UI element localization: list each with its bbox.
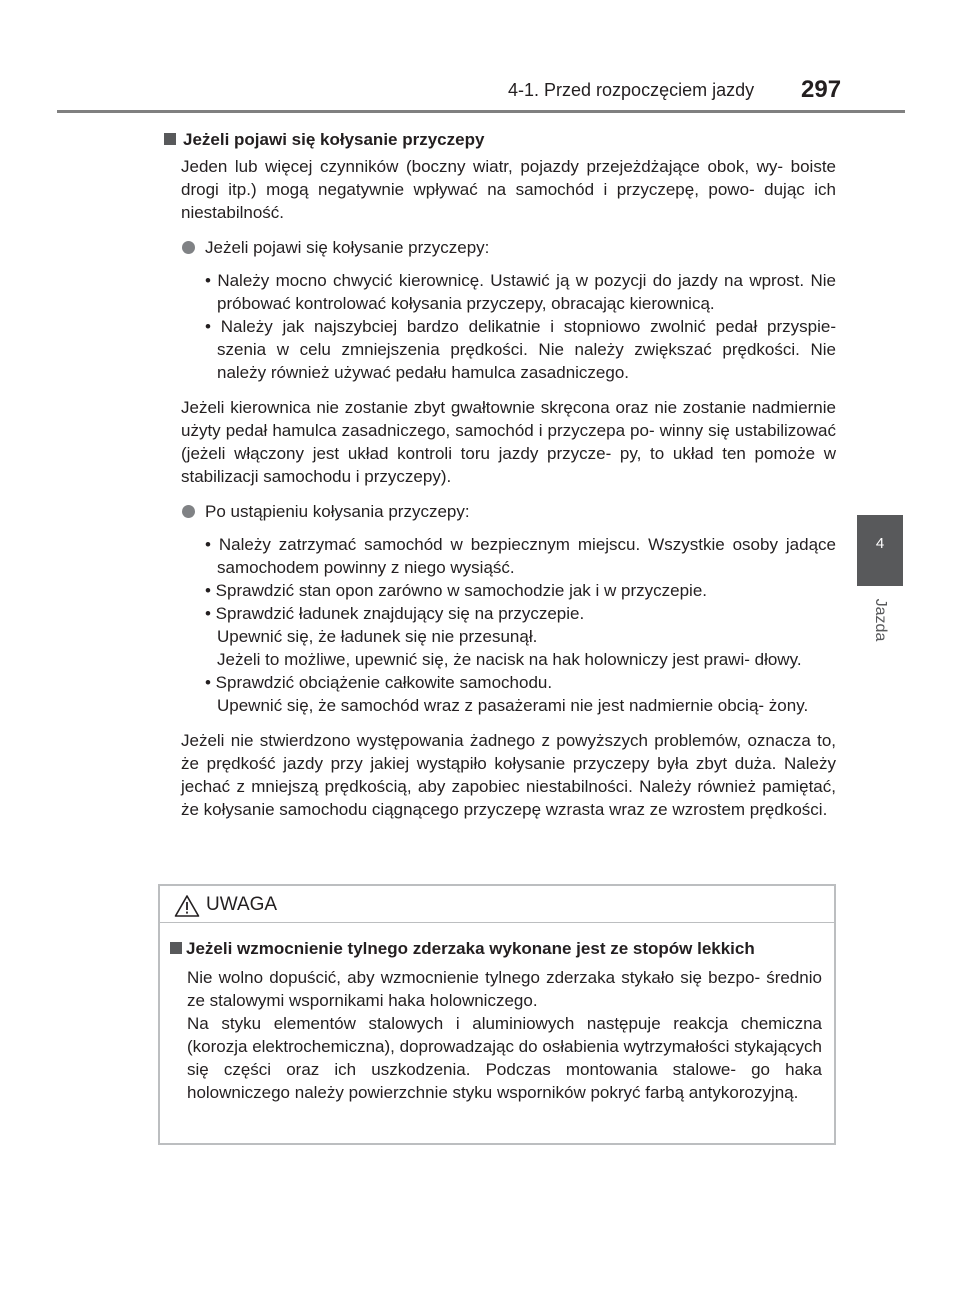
warning-text-1: Nie wolno dopuścić, aby wzmocnienie tylnego zderzaka stykało się bezpo- średnio ze stalowymi wspornikami haka holowniczego. [187, 968, 822, 1010]
bullet-heading-1 [181, 236, 836, 259]
square-bullet-icon [170, 942, 182, 954]
header-rule [57, 110, 905, 113]
list-item-continuation: Jeżeli to możliwe, upewnić się, że nacisk na hak holowniczy jest prawi- dłowy. [217, 650, 802, 669]
bullet-list-2 [205, 533, 836, 717]
bullet-heading-2 [181, 500, 836, 523]
section-heading-text: Jeżeli pojawi się kołysanie przyczepy [183, 130, 485, 149]
list-item-continuation: Upewnić się, że samochód wraz z pasażerami nie jest nadmiernie obcią- żony. [217, 696, 809, 715]
chapter-tab [857, 515, 903, 586]
warning-subheading-text: Jeżeli wzmocnienie tylnego zderzaka wykonane jest ze stopów lekkich [186, 939, 755, 958]
warning-header [160, 886, 834, 923]
main-content [164, 128, 836, 833]
list-item: • Należy mocno chwycić kierownicę. Ustawić ją w pozycji do jazdy na wprost. Nie próbować kontrolować kołysania przyczepy, obracając kierownicą. [205, 271, 836, 313]
warning-subheading [170, 937, 822, 960]
chapter-number: 4 [875, 535, 885, 552]
section-heading [164, 128, 836, 151]
intro-paragraph: Jeden lub więcej czynników (boczny wiatr, pojazdy przejeżdżające obok, wy- boiste drogi itp.) mogą negatywnie wpływać na samochód i przyczepę, powo- dując ich niestabilność. [181, 157, 836, 222]
warning-triangle-icon [174, 894, 200, 923]
list-item: • Należy zatrzymać samochód w bezpiecznym miejscu. Wszystkie osoby jadące samochodem powinny z niego wysiąść. [205, 535, 836, 577]
circle-bullet-icon [182, 505, 195, 518]
paragraph-conclusion: Jeżeli nie stwierdzono występowania żadnego z powyższych problemów, oznacza to, że prędkość jazdy przy jakiej wystąpiło kołysanie przyczepy była zbyt duża. Należy jechać z mniejszą prędkością, aby zapobiec niestabilności. Należy również pamiętać, że kołysanie samochodu ciągnącego przyczepę wzrasta wraz ze wzrostem prędkości. [181, 731, 836, 819]
bullet-heading-2-text: Po ustąpieniu kołysania przyczepy: [205, 502, 470, 521]
paragraph-stabilization: Jeżeli kierownica nie zostanie zbyt gwałtownie skręcona oraz nie zostanie nadmiernie użyty pedał hamulca zasadniczego, samochód i przyczepa po- winny się ustabilizować (jeżeli włączony jest układ kontroli toru jazdy przycze- py, to układ ten pomoże w stabilizacji samochodu i przyczepy). [181, 398, 836, 486]
chapter-label: Jazda [872, 598, 889, 642]
warning-body [160, 923, 834, 1104]
bullet-list-1 [205, 269, 836, 384]
warning-text-2: Na styku elementów stalowych i aluminiowych następuje reakcja chemiczna (korozja elektrochemiczna), doprowadzając do osłabienia wytrzymałości stykających się części oraz ich uszkodzenia. Podczas montowania stalowe- go haka holowniczego należy powierzchnie styku wsporników pokryć farbą antykorozyjną. [187, 1014, 822, 1102]
list-item: • Należy jak najszybciej bardzo delikatnie i stopniowo zwolnić pedał przyspie- szenia w celu zmniejszenia prędkości. Nie należy zwiększać prędkości. Nie należy również używać pedału hamulca zasadniczego. [205, 317, 836, 382]
list-item: • Sprawdzić obciążenie całkowite samochodu. [205, 673, 553, 692]
circle-bullet-icon [182, 241, 195, 254]
header-section-title: 4-1. Przed rozpoczęciem jazdy [508, 80, 755, 100]
bullet-heading-1-text: Jeżeli pojawi się kołysanie przyczepy: [205, 238, 490, 257]
list-item: • Sprawdzić stan opon zarówno w samochodzie jak i w przyczepie. [205, 581, 708, 600]
warning-box [158, 884, 836, 1145]
page-number: 297 [801, 76, 842, 103]
square-bullet-icon [164, 133, 176, 145]
list-item-continuation: Upewnić się, że ładunek się nie przesunął. [217, 627, 538, 646]
list-item: • Sprawdzić ładunek znajdujący się na przyczepie. [205, 604, 585, 623]
warning-title: UWAGA [206, 894, 278, 915]
